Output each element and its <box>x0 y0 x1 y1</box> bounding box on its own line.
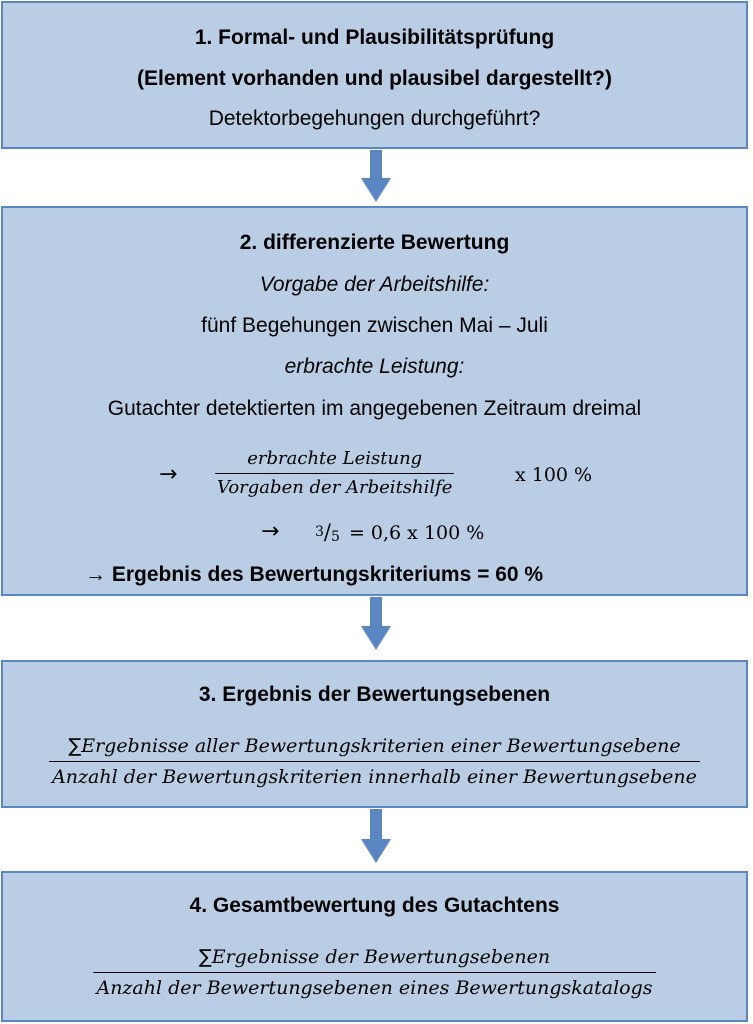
step-4-denominator: Anzahl der Bewertungsebenen eines Bewertungskatalogs <box>96 977 653 999</box>
step-3-numerator-text: Ergebnisse aller Bewertungskriterien einer Bewertungsebene <box>81 735 681 757</box>
flow-arrow-down-icon <box>361 809 391 863</box>
sum-symbol-icon: ∑ <box>68 735 82 757</box>
step-1-title: 1. Formal- und Plausibilitätsprüfung <box>194 26 555 49</box>
calc-slash: / <box>323 520 331 544</box>
formula-factor: x 100 % <box>515 464 593 486</box>
flow-arrow-down-icon <box>361 150 391 202</box>
step-3-formula <box>3 734 746 789</box>
step-2-title: 2. differenzierte Bewertung <box>239 231 510 254</box>
formula-denominator: Vorgaben der Arbeitshilfe <box>217 477 453 498</box>
step-3-denominator: Anzahl der Bewertungskriterien innerhalb einer Bewertungsebene <box>52 766 697 788</box>
calc-rest: = 0,6 x 100 % <box>348 522 485 544</box>
step-4-numerator <box>196 945 553 972</box>
calc-numerator: 3 <box>315 524 324 540</box>
step-3-title: 3. Ergebnis der Bewertungsebenen <box>198 683 551 706</box>
vorgabe-text: fünf Begehungen zwischen Mai – Juli <box>201 314 548 337</box>
step-1-question: Detektorbegehungen durchgeführt? <box>208 107 541 130</box>
step-2-differentiated-evaluation-box <box>1 206 748 596</box>
calc-arrow-icon: → <box>261 519 280 544</box>
step-4-overall-evaluation-box <box>1 871 748 1022</box>
formula-fraction <box>215 448 454 499</box>
step-3-numerator <box>65 734 683 761</box>
leistung-text: Gutachter detektierten im angegebenen Zeitraum dreimal <box>107 397 642 420</box>
step-1-subtitle: (Element vorhanden und plausibel dargestellt?) <box>137 67 612 90</box>
flow-arrow-down-icon <box>361 597 391 650</box>
step-4-numerator-text: Ergebnisse der Bewertungsebenen <box>211 946 551 968</box>
calc-expression <box>315 520 484 544</box>
step-1-formal-check-box <box>1 1 748 149</box>
leistung-label: erbrachte Leistung: <box>284 355 465 378</box>
step-4-formula <box>3 945 746 1000</box>
calc-denominator: 5 <box>331 529 340 545</box>
formula-arrow-icon: → <box>159 462 178 487</box>
formula-numerator: erbrachte Leistung <box>247 448 423 469</box>
vorgabe-label: Vorgabe der Arbeitshilfe: <box>259 273 490 296</box>
sum-symbol-icon: ∑ <box>198 946 212 968</box>
step-2-result: → Ergebnis des Bewertungskriteriums = 60 % <box>85 563 544 586</box>
step-4-title: 4. Gesamtbewertung des Gutachtens <box>189 894 560 917</box>
step-3-evaluation-levels-box <box>1 660 748 808</box>
